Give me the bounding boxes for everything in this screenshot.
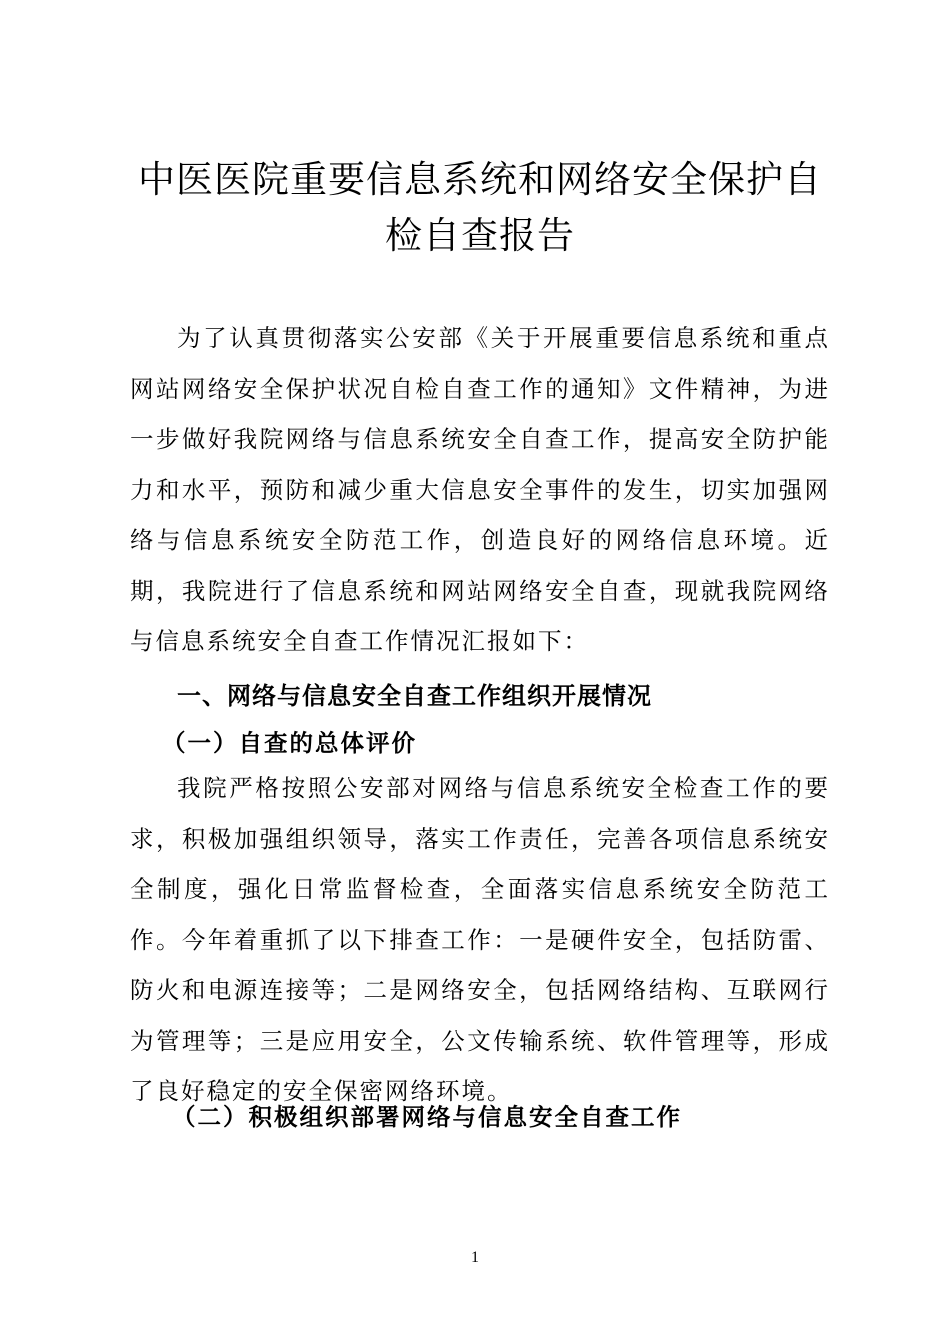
intro-paragraph: 为了认真贯彻落实公安部《关于开展重要信息系统和重点网站网络安全保护状况自检自查工作的通知》文件精神，为进一步做好我院网络与信息系统安全自查工作，提高安全防护能力和水平，预防和减少重大信息安全事件的发生，切实加强网络与信息系统安全防范工作，创造良好的网络信息环境。近期，我院进行了信息系统和网站网络安全自查，现就我院网络与信息系统安全自查工作情况汇报如下： [130,324,830,655]
evaluation-paragraph: 我院严格按照公安部对网络与信息系统安全检查工作的要求，积极加强组织领导，落实工作责任，完善各项信息系统安全制度，强化日常监督检查，全面落实信息系统安全防范工作。今年着重抓了以下排查工作：一是硬件安全，包括防雷、防火和电源连接等；二是网络安全，包括网络结构、互联网行为管理等；三是应用安全，公文传输系统、软件管理等，形成了良好稳定的安全保密网络环境。 [130,774,830,1105]
page-number: 1 [471,1249,479,1266]
document-title: 中医医院重要信息系统和网络安全保护自检自查报告 [138,158,822,257]
subsection-heading-evaluation: （一）自查的总体评价 [162,729,417,757]
subsection-heading-deployment: （二）积极组织部署网络与信息安全自查工作 [172,1103,682,1131]
section-heading-organization: 一、网络与信息安全自查工作组织开展情况 [177,682,652,710]
